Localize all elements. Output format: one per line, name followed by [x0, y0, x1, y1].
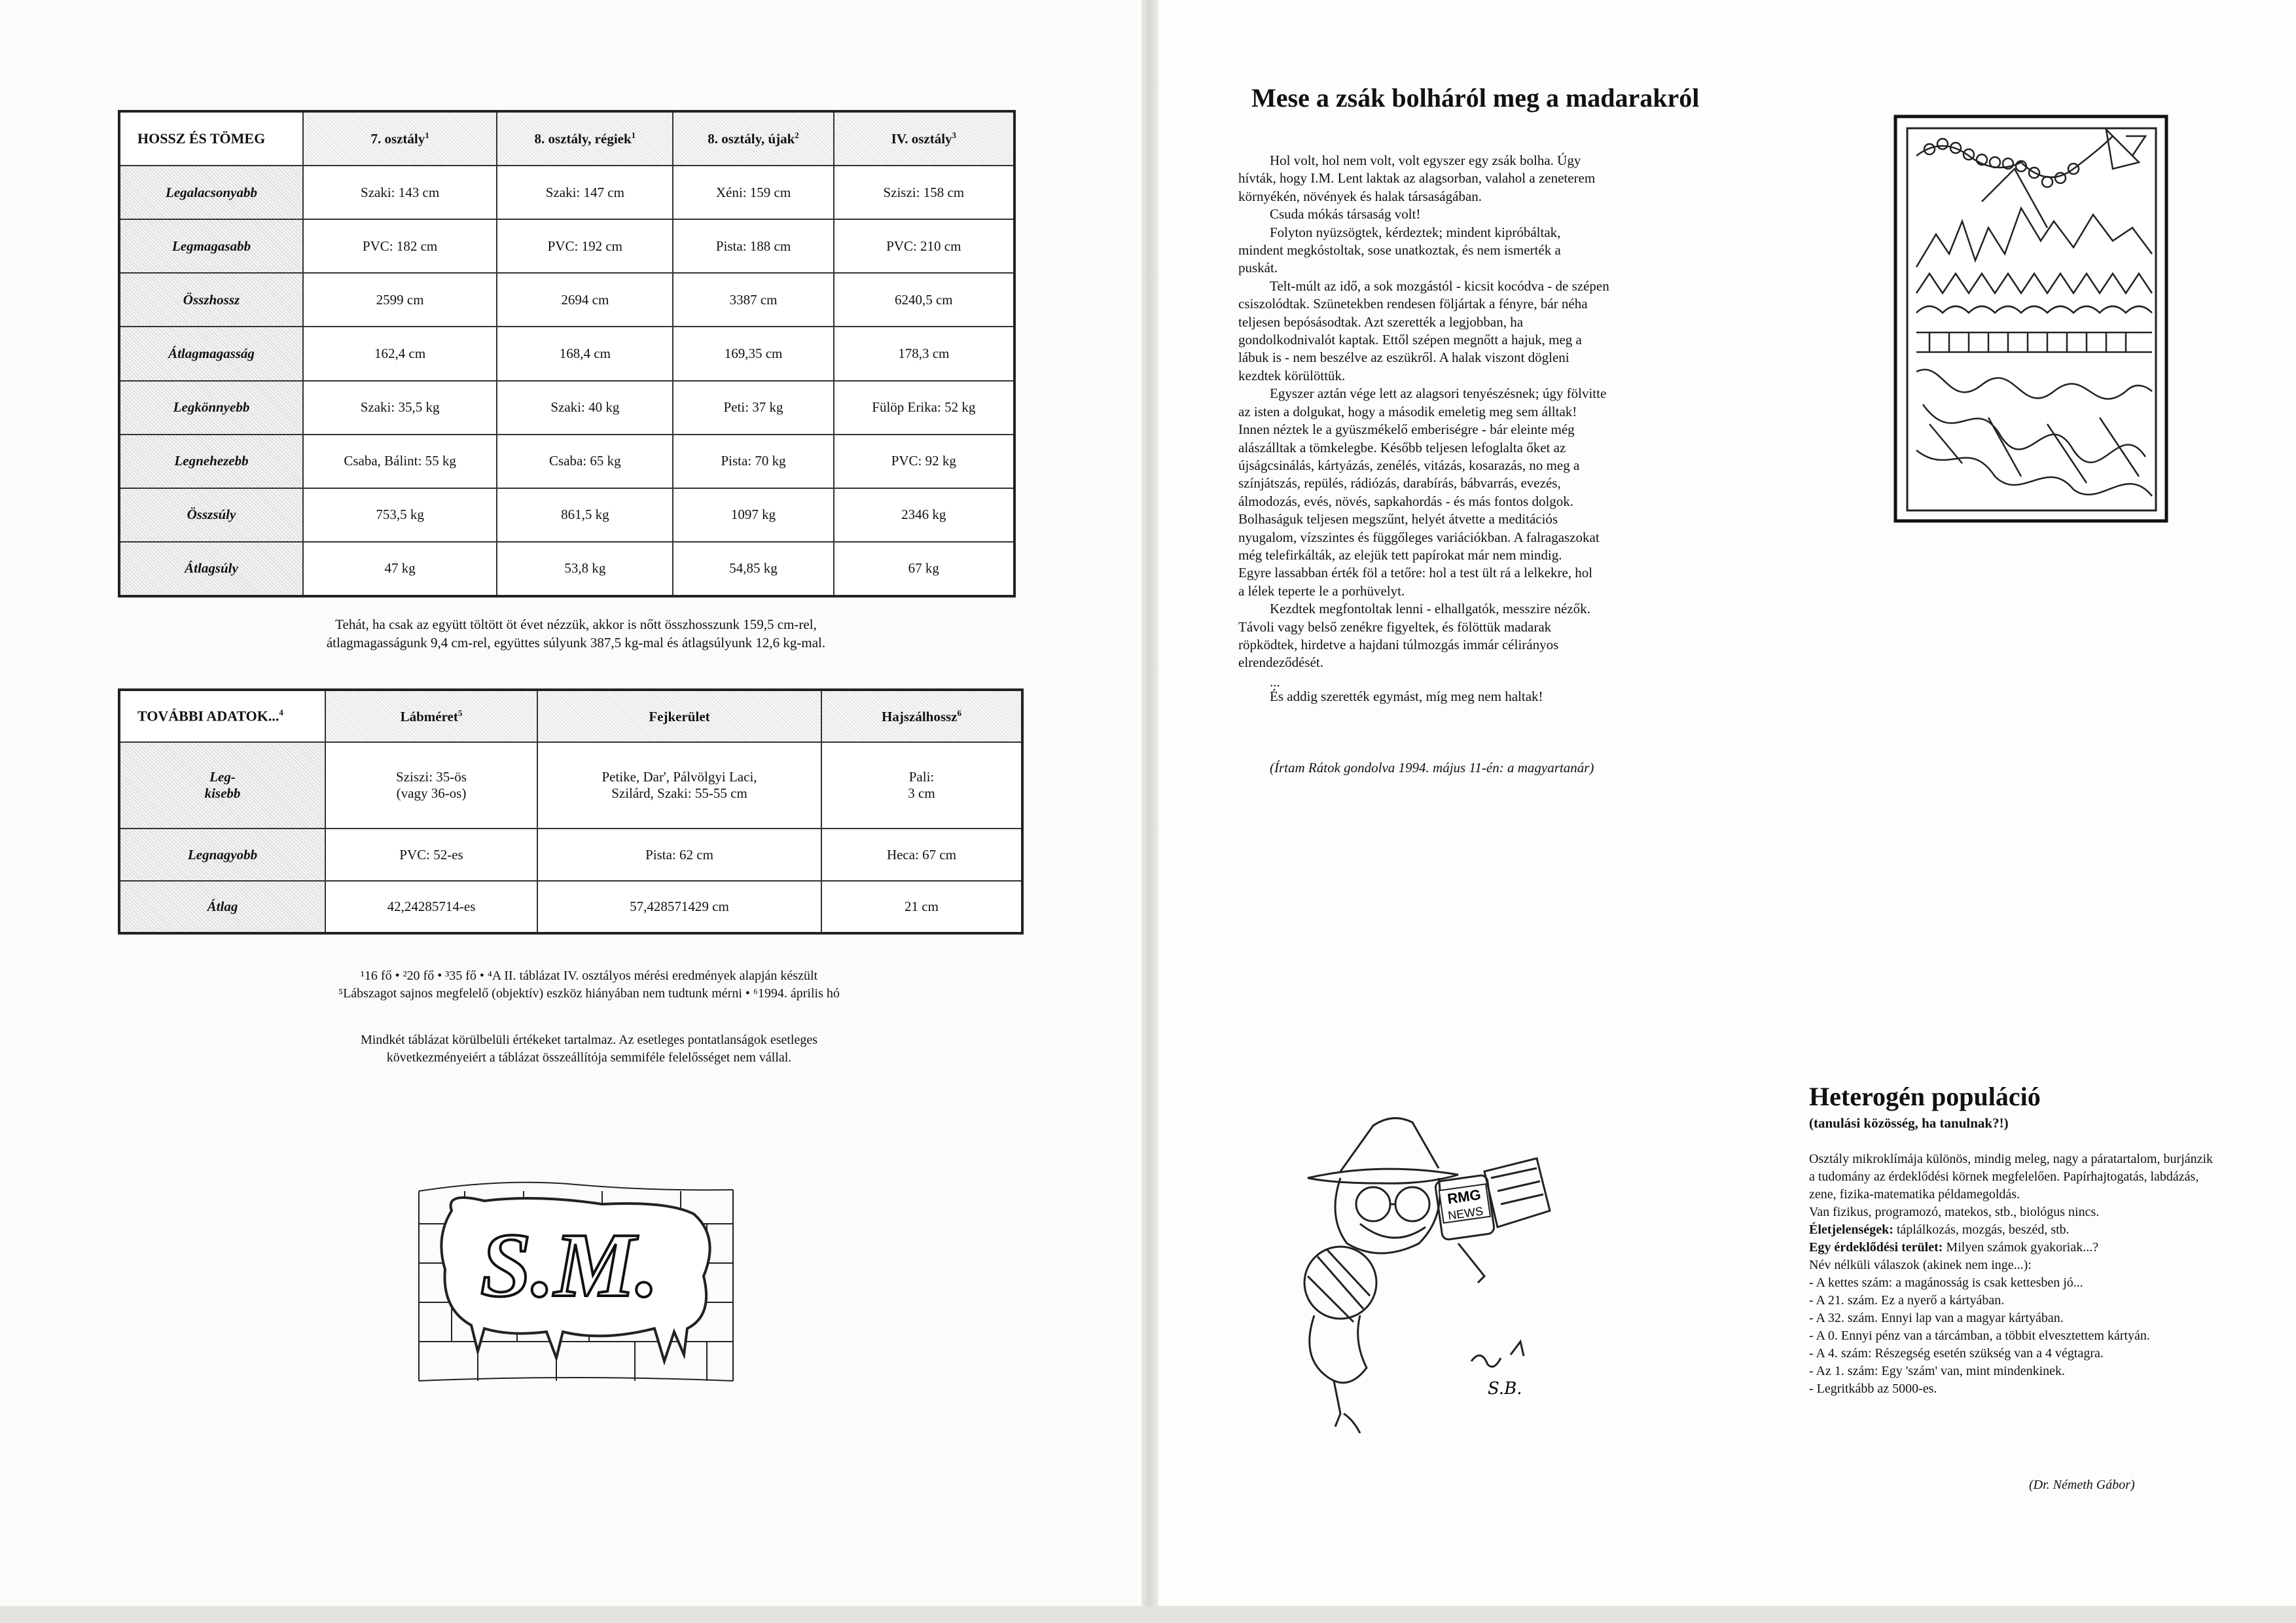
story-line: a lélek teperte le a porhüvelyt. [1238, 582, 1405, 599]
row-header: Átlagsúly [119, 542, 303, 596]
table-cell: 168,4 cm [497, 327, 673, 380]
table-cell: Csaba: 65 kg [497, 435, 673, 488]
row-header: Összhossz [119, 273, 303, 327]
table-cell: Xéni: 159 cm [673, 166, 833, 219]
table-cell: 47 kg [303, 542, 497, 596]
table-row [119, 488, 1014, 542]
story-line: csiszolódtak. Szünetekben rendesen följártak a fényre, bár néha [1238, 296, 1588, 312]
story-line: Kezdtek megfontoltak lenni - elhallgatók, messzire nézők. [1270, 601, 1590, 617]
reporter-cartoon [1262, 1106, 1576, 1433]
column-header: IV. osztály$^3$ [834, 111, 1014, 166]
tv-label-news: NEWS [1447, 1204, 1484, 1222]
table-cell: Csaba, Bálint: 55 kg [303, 435, 497, 488]
table-cell: PVC: 52-es [325, 829, 537, 881]
table-cell: 42,24285714-es [325, 881, 537, 933]
story-line: Folyton nyüzsögtek, kérdeztek; mindent kipróbáltak, [1270, 224, 1561, 240]
story-line: Távoli vagy belső zenékre figyeltek, és fölöttük madarak [1238, 618, 1552, 635]
summary-line: Tehát, ha csak az együtt töltött öt évet nézzük, akkor is nőtt összhosszunk 159,5 cm-rel, [335, 616, 817, 632]
table-row [119, 542, 1014, 596]
table-cell: Pista: 62 cm [537, 829, 821, 881]
table-cell: Pista: 70 kg [673, 435, 833, 488]
book-gutter [1141, 0, 1158, 1623]
story-line: alászálltak a tömkelegbe. Később teljesen lefoglalta őket az [1238, 439, 1566, 455]
story-body [1238, 152, 1696, 705]
table-cell: Pista: 188 cm [673, 219, 833, 273]
table-cell: 2346 kg [834, 488, 1014, 542]
story-line: Telt-múlt az idő, a sok mozgástól - kicsit kocódva - de szépen [1270, 277, 1609, 294]
framed-drawing-mountains [1890, 110, 2173, 529]
story-title: Mese a zsák bolháról meg a madarakról [1251, 83, 1700, 113]
cartoon-initials: S.B. [1488, 1379, 1522, 1399]
table-cell: Sziszi: 158 cm [834, 166, 1014, 219]
table-cell: Pali: 3 cm [821, 742, 1022, 829]
story-line: Csuda mókás társaság volt! [1270, 206, 1421, 223]
footnote-line: ⁵Lábszagot sajnos megfelelő (objektív) eszköz hiányában nem tudtunk mérni • ⁶1994. április hó [338, 986, 840, 1001]
hetero-paragraph: Van fizikus, programozó, matekos, stb., biológus nincs. [1809, 1205, 2100, 1219]
table-header-row [119, 690, 1022, 742]
table-cell: PVC: 192 cm [497, 219, 673, 273]
story-line: Innen néztek le a gyüszmékelő emberiségre - bár eleinte még [1238, 421, 1575, 438]
hetero-life-signs: Életjelenségek: táplálkozás, mozgás, beszéd, stb. [1809, 1222, 2070, 1237]
footnote-line: ¹16 fő • ²20 fő • ³35 fő • ⁴A II. táblázat IV. osztályos mérési eredmények alapján készült [360, 969, 818, 983]
list-item: - A kettes szám: a magánosság is csak kettesben jó... [1809, 1275, 2083, 1290]
story-line: Egyre lassabban érték föl a tetőre: hol a test ült rá a lelkekre, hol [1238, 565, 1593, 581]
table-cell: PVC: 92 kg [834, 435, 1014, 488]
story-line: újságcsinálás, kártyázás, zenélés, vitázás, kosarazás, no meg a [1238, 457, 1580, 473]
table-cell: Szaki: 40 kg [497, 381, 673, 435]
story-line: környékén, növények és halak társaságában. [1238, 188, 1482, 204]
table-cell: 1097 kg [673, 488, 833, 542]
story-line: Bolhaságuk teljesen megszűnt, helyét átvette a meditációs [1238, 511, 1558, 527]
story-line: még telefirkálták, az elejük tett papírokat már nem mindig. [1238, 546, 1562, 563]
table-cell: PVC: 182 cm [303, 219, 497, 273]
column-header: Fejkerület [537, 690, 821, 742]
column-header: 8. osztály, régiek$^1$ [497, 111, 673, 166]
row-header: Legnehezebb [119, 435, 303, 488]
table-cell: 2599 cm [303, 273, 497, 327]
story-line: mindent megkóstoltak, sose unatkoztak, és nem ismerték a [1238, 242, 1561, 259]
list-item: - A 0. Ennyi pénz van a tárcámban, a többit elvesztettem kártyán. [1809, 1329, 2150, 1343]
disclaimer-line: Mindkét táblázat körülbelüli értékeket tartalmaz. Az esetleges pontatlanságok esetleges [360, 1033, 818, 1047]
list-item: - Legritkább az 5000-es. [1809, 1382, 1937, 1396]
table-cell: 169,35 cm [673, 327, 833, 380]
table-cell: 861,5 kg [497, 488, 673, 542]
table-cell: Sziszi: 35-ös (vagy 36-os) [325, 742, 537, 829]
table-cell: 21 cm [821, 881, 1022, 933]
story-line: röpködtek, hirdetve a hajdani túlmozgás immár célirányos [1238, 636, 1559, 652]
hetero-subtitle: (tanulási közösség, ha tanulnak?!) [1809, 1115, 2009, 1131]
story-line: elrendeződését. [1238, 654, 1324, 671]
table-row [119, 166, 1014, 219]
table-row [119, 742, 1022, 829]
list-item: - Az 1. szám: Egy 'szám' van, mint mindenkinek. [1809, 1364, 2066, 1378]
table-cell: 67 kg [834, 542, 1014, 596]
column-header: Hajszálhossz$^6$ [821, 690, 1022, 742]
story-line: színjátszás, repülés, rádiózás, darabírás, bábvarrás, evezés, [1238, 475, 1561, 491]
table-header-row [119, 111, 1014, 166]
column-header: Lábméret$^5$ [325, 690, 537, 742]
story-line: puskát. [1238, 260, 1278, 276]
row-header: Legkönnyebb [119, 381, 303, 435]
row-header: Összsúly [119, 488, 303, 542]
hetero-signature: (Dr. Németh Gábor) [2029, 1478, 2135, 1492]
height-weight-table [118, 110, 1016, 597]
story-line: az isten a dolgukat, hogy a második emeletig meg sem álltak! [1238, 403, 1577, 419]
disclaimer [196, 1031, 982, 1067]
table-cell: Fülöp Erika: 52 kg [834, 381, 1014, 435]
hetero-interest: Egy érdeklődési terület: Milyen számok gyakoriak...? [1809, 1240, 2099, 1255]
row-header: Átlagmagasság [119, 327, 303, 380]
list-item: - A 4. szám: Részegség esetén szükség van a 4 végtagra. [1809, 1346, 2104, 1361]
hetero-paragraph: Osztály mikroklímája különös, mindig meleg, nagy a páratartalom, burjánzik a tudomány az érdeklődési körnek megfelelően. Papírhajtogatás, labdázás, zene, fizika-matematika példamegoldás. [1809, 1152, 2214, 1202]
graffiti-text: S.M. [480, 1215, 659, 1316]
table-cell: Szaki: 147 cm [497, 166, 673, 219]
table-row [119, 273, 1014, 327]
story-line: lábuk is - nem beszélve az eszükről. A halak viszont dögleni [1238, 349, 1570, 366]
table-cell: 178,3 cm [834, 327, 1014, 380]
story-line: Egyszer aztán vége lett az alagsori tenyészésnek; úgy fölvitte [1270, 385, 1607, 402]
table-cell: 54,85 kg [673, 542, 833, 596]
hetero-title: Heterogén populáció [1809, 1082, 2041, 1111]
hetero-body [1809, 1150, 2215, 1398]
table-row [119, 881, 1022, 933]
table-cell: Peti: 37 kg [673, 381, 833, 435]
table-cell: 57,428571429 cm [537, 881, 821, 933]
table-cell: 162,4 cm [303, 327, 497, 380]
table-row [119, 829, 1022, 881]
story-line: álmodozás, evés, növés, sapkahordás - és más fontos dolgok. [1238, 493, 1574, 509]
row-header: Átlag [119, 881, 325, 933]
page-bottom-edge [0, 1606, 2296, 1623]
story-ellipsis: ... [1270, 673, 1280, 690]
story-line: kezdtek körülöttük. [1238, 367, 1346, 383]
table-cell: 3387 cm [673, 273, 833, 327]
table-row [119, 219, 1014, 273]
table-cell: Heca: 67 cm [821, 829, 1022, 881]
table-row [119, 435, 1014, 488]
story-ending: És addig szerették egymást, míg meg nem haltak! [1270, 688, 1543, 704]
summary-text [196, 615, 956, 652]
row-header: Legalacsonyabb [119, 166, 303, 219]
disclaimer-line: következményeiért a táblázat összeállítója semmiféle felelősséget nem vállal. [386, 1050, 792, 1065]
table-cell: Szaki: 143 cm [303, 166, 497, 219]
graffiti-wall-drawing [406, 1165, 746, 1400]
table-row [119, 327, 1014, 380]
story-line: teljesen bepósásodtak. Azt szerették a legjobban, ha [1238, 313, 1524, 330]
summary-line: átlagmagasságunk 9,4 cm-rel, együttes súlyunk 387,5 kg-mal és átlagsúlyunk 12,6 kg-mal. [326, 635, 826, 651]
story-line: gondolkodnivalót kaptak. Ettől szépen megnőtt a hajuk, meg a [1238, 332, 1582, 348]
table-corner-title: HOSSZ ÉS TÖMEG [119, 111, 303, 166]
story-line: hívták, hogy I.M. Lent laktak az alagsorban, valahol a zeneterem [1238, 170, 1596, 187]
story-line: Hol volt, hol nem volt, volt egyszer egy zsák bolha. Úgy [1270, 152, 1581, 168]
table-cell: 2694 cm [497, 273, 673, 327]
story-line: nyugalom, vízszintes és függőleges variációkban. A falragaszokat [1238, 529, 1600, 545]
table-cell: 753,5 kg [303, 488, 497, 542]
story-credit: (Írtam Rátok gondolva 1994. május 11-én: a magyartanár) [1270, 760, 1594, 776]
additional-data-table [118, 688, 1024, 935]
table-row [119, 381, 1014, 435]
row-header: Legmagasabb [119, 219, 303, 273]
footnotes [196, 967, 982, 1003]
table-cell: 6240,5 cm [834, 273, 1014, 327]
column-header: 8. osztály, újak$^2$ [673, 111, 833, 166]
tv-label-rmg: RMG [1446, 1186, 1482, 1207]
row-header: Leg- kisebb [119, 742, 325, 829]
hetero-intro: Név nélküli válaszok (akinek nem inge...): [1809, 1258, 2032, 1272]
table-cell: 53,8 kg [497, 542, 673, 596]
row-header: Legnagyobb [119, 829, 325, 881]
list-item: - A 21. szám. Ez a nyerő a kártyában. [1809, 1293, 2005, 1308]
table-cell: Szaki: 35,5 kg [303, 381, 497, 435]
table-corner-title: TOVÁBBI ADATOK...$^4$ [119, 690, 325, 742]
table-cell: PVC: 210 cm [834, 219, 1014, 273]
column-header: 7. osztály$^1$ [303, 111, 497, 166]
table-cell: Petike, Dar', Pálvölgyi Laci, Szilárd, Szaki: 55-55 cm [537, 742, 821, 829]
list-item: - A 32. szám. Ennyi lap van a magyar kártyában. [1809, 1311, 2064, 1325]
